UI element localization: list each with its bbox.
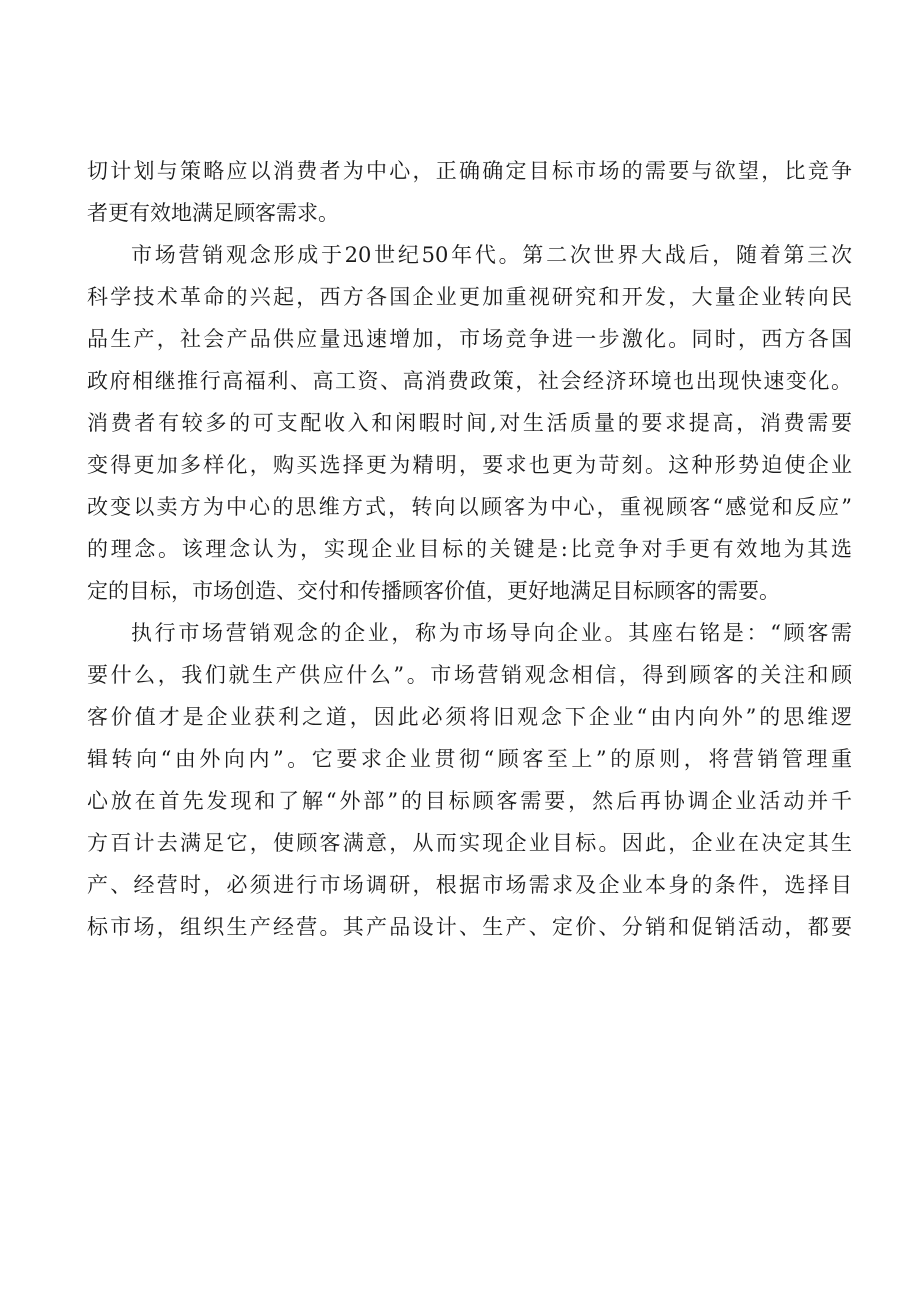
document-body: [87, 150, 852, 948]
paragraph-3-line-6: 方百计去满足它，使顾客满意，从而实现企业目标。因此，企业在决定其生: [87, 831, 852, 855]
paragraph-2-line-8: 的理念。该理念认为，实现企业目标的关键是:比竞争对手更有效地为其选: [87, 537, 852, 561]
paragraph-2-line-9: 定的目标，市场创造、交付和传播顾客价值，更好地满足目标顾客的需要。: [87, 579, 780, 603]
paragraph-2-line-2: 科学技术革命的兴起，西方各国企业更加重视研究和开发，大量企业转向民: [87, 285, 852, 309]
paragraph-2-line-3: 品生产，社会产品供应量迅速增加，市场竞争进一步激化。同时，西方各国: [87, 327, 852, 351]
paragraph-3-line-2: 要什么，我们就生产供应什么”。市场营销观念相信，得到顾客的关注和顾: [87, 663, 852, 687]
paragraph-2-line-5: 消费者有较多的可支配收入和闲暇时间,对生活质量的要求提高，消费需要: [87, 411, 852, 435]
paragraph-3-line-5: 心放在首先发现和了解“外部”的目标顾客需要，然后再协调企业活动并千: [87, 789, 852, 813]
paragraph-3-line-1: 执行市场营销观念的企业，称为市场导向企业。其座右铭是：“顾客需: [131, 621, 852, 645]
paragraph-1-line-2: 者更有效地满足顾客需求。: [87, 201, 339, 225]
paragraph-3-line-7: 产、经营时，必须进行市场调研，根据市场需求及企业本身的条件，选择目: [87, 873, 852, 897]
paragraph-3-line-8: 标市场，组织生产经营。其产品设计、生产、定价、分销和促销活动，都要: [87, 915, 852, 939]
paragraph-2-line-7: 改变以卖方为中心的思维方式，转向以顾客为中心，重视顾客“感觉和反应”: [87, 495, 852, 519]
paragraph-3-line-4: 辑转向“由外向内”。它要求企业贯彻“顾客至上”的原则，将营销管理重: [87, 747, 852, 771]
paragraph-2-line-6: 变得更加多样化，购买选择更为精明，要求也更为苛刻。这种形势迫使企业: [87, 453, 852, 477]
paragraph-2-line-1: 市场营销观念形成于20世纪50年代。第二次世界大战后，随着第三次: [131, 243, 852, 267]
paragraph-2-line-4: 政府相继推行高福利、高工资、高消费政策，社会经济环境也出现快速变化。: [87, 369, 852, 393]
paragraph-1-line-1: 切计划与策略应以消费者为中心，正确确定目标市场的需要与欲望，比竞争: [87, 159, 852, 183]
paragraph-3-line-3: 客价值才是企业获利之道，因此必须将旧观念下企业“由内向外”的思维逻: [87, 705, 852, 729]
